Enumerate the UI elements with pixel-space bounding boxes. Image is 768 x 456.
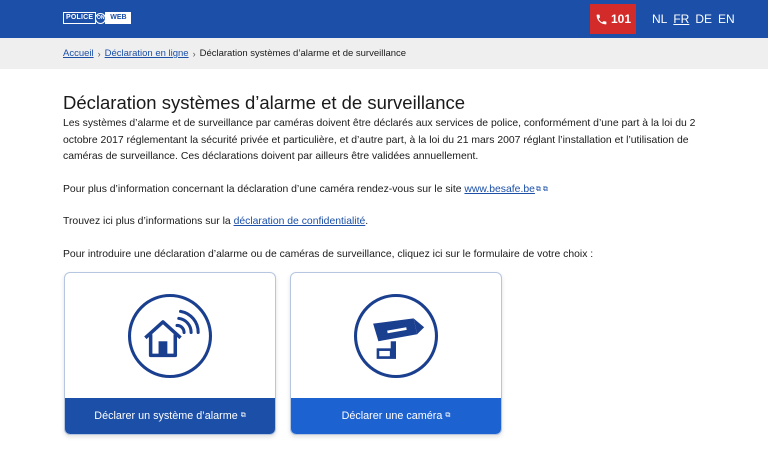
language-switcher [652, 12, 735, 26]
privacy-suffix: . [365, 216, 369, 228]
lang-en[interactable]: EN [718, 12, 735, 26]
external-link-icon: ⧉ ⧉ [535, 185, 548, 193]
logo-web-text: WEB [105, 12, 130, 24]
breadcrumb-current: Déclaration systèmes d’alarme et de surveillance [199, 48, 407, 59]
camera-declaration-card[interactable] [290, 272, 502, 435]
lang-de[interactable]: DE [695, 12, 713, 26]
declare-alarm-label: Déclarer un système d’alarme [94, 410, 238, 422]
camera-info-paragraph [63, 182, 723, 199]
phone-icon [595, 13, 608, 26]
site-header [0, 0, 768, 38]
breadcrumb [63, 48, 406, 59]
intro-paragraph: Les systèmes d’alarme et de surveillance par caméras doivent être déclarés aux services de police, conformément d’une part à la loi du 2 octobre 2017 réglementant la sécurité privée et particulière, et d’autre part, à la loi du 21 mars 2007 réglant l’installation et l’utilisation de caméras de surveillance. Ces déclarations doivent par ailleurs être validées annuellement. [63, 118, 696, 163]
security-camera-icon [352, 292, 440, 380]
breadcrumb-home-link[interactable]: Accueil [63, 48, 94, 59]
lang-fr[interactable]: FR [673, 12, 690, 26]
privacy-statement-link[interactable]: déclaration de confidentialité [233, 216, 366, 228]
declaration-cards [64, 272, 502, 435]
camera-info-text: Pour plus d’information concernant la déclaration d’une caméra rendez-vous sur le site [63, 183, 465, 195]
card-image-camera [291, 273, 501, 398]
declare-alarm-button[interactable] [65, 398, 275, 434]
choose-form-paragraph: Pour introduire une déclaration d’alarme ou de caméras de surveillance, cliquez ici sur le formulaire de votre choix : [63, 248, 594, 260]
police-on-web-logo[interactable] [63, 12, 131, 24]
besafe-link[interactable]: www.besafe.be [464, 183, 535, 195]
external-link-icon: ⧉ [445, 412, 451, 419]
breadcrumb-online-declaration-link[interactable]: Déclaration en ligne [104, 48, 189, 59]
emergency-number: 101 [610, 12, 632, 26]
declare-camera-label: Déclarer une caméra [341, 410, 443, 422]
external-link-icon: ⧉ [240, 412, 246, 419]
breadcrumb-bar [0, 38, 768, 69]
breadcrumb-separator: › [97, 48, 101, 59]
breadcrumb-separator: › [192, 48, 196, 59]
logo-on-badge: ON [95, 13, 106, 24]
alarm-declaration-card[interactable] [64, 272, 276, 435]
emergency-101-button[interactable] [590, 4, 636, 34]
privacy-text: Trouvez ici plus d’informations sur la [63, 216, 234, 228]
card-image-alarm [65, 273, 275, 398]
page-title: Déclaration systèmes d’alarme et de surveillance [63, 92, 466, 113]
logo-police-text: POLICE [63, 12, 96, 24]
house-alarm-icon [126, 292, 214, 380]
main-content [63, 92, 723, 264]
privacy-paragraph [63, 214, 723, 231]
lang-nl[interactable]: NL [652, 12, 668, 26]
declare-camera-button[interactable] [291, 398, 501, 434]
